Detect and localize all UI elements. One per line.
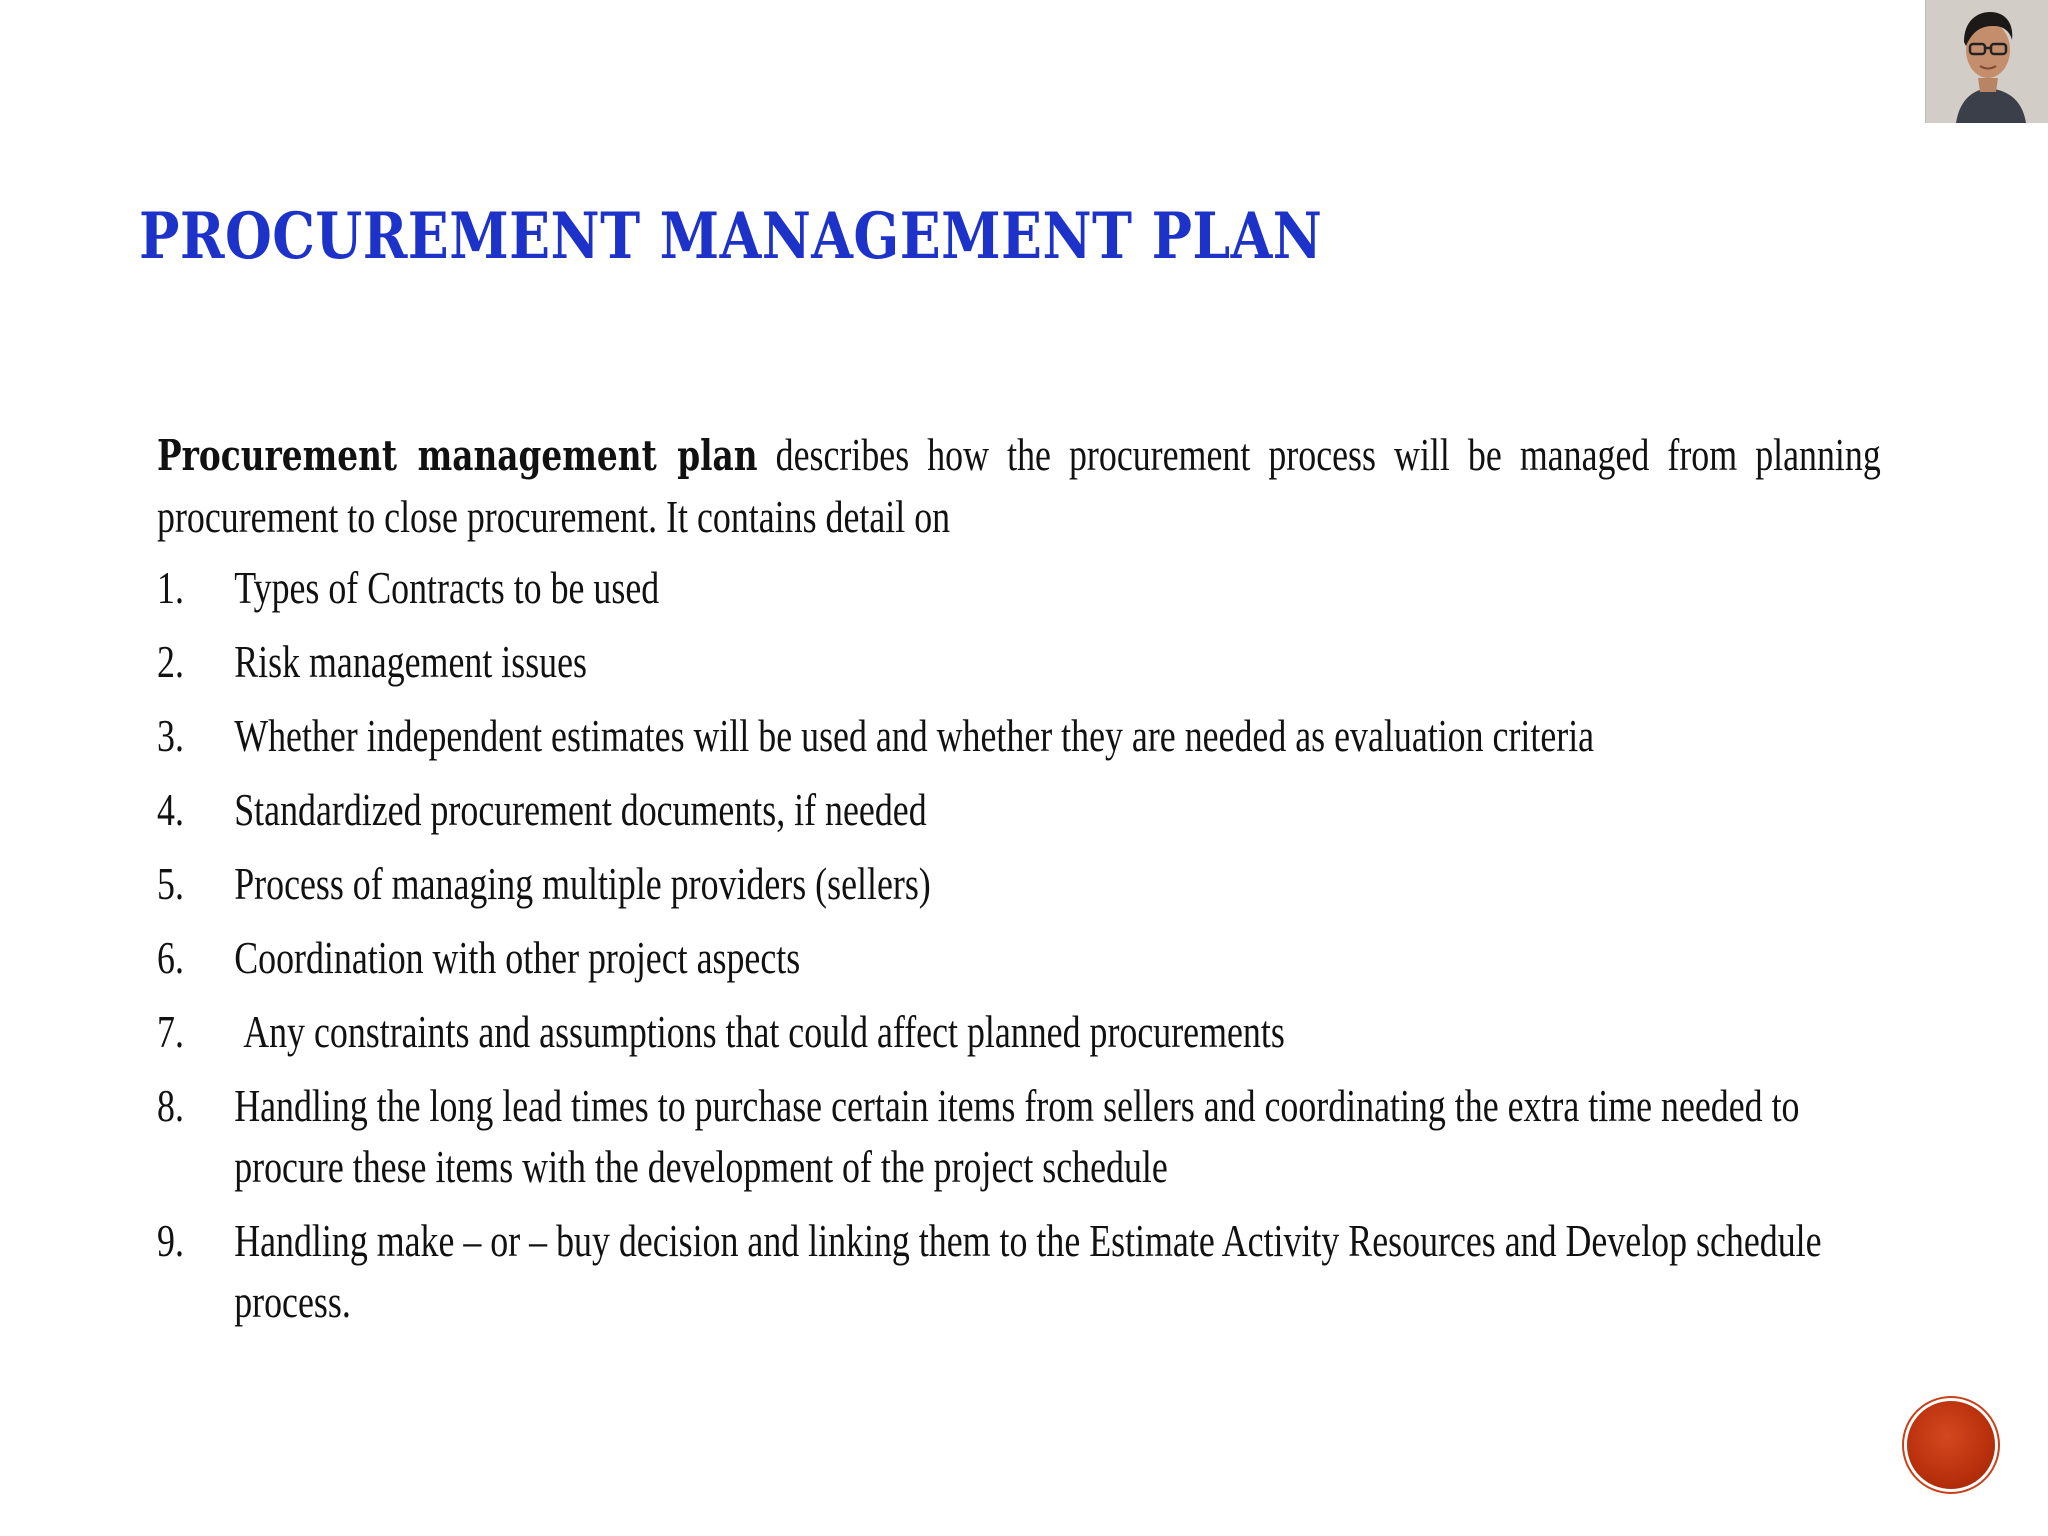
list-item-text: Any constraints and assumptions that could affect planned procurements bbox=[234, 1006, 1285, 1057]
list-item-number: 5. bbox=[157, 858, 184, 909]
list-item bbox=[157, 631, 1881, 692]
contents-list bbox=[157, 557, 1881, 1332]
list-item-text: Coordination with other project aspects bbox=[234, 932, 801, 983]
list-item-number: 3. bbox=[157, 710, 184, 761]
list-item bbox=[157, 1001, 1881, 1062]
person-avatar-icon bbox=[1926, 0, 2048, 123]
list-item bbox=[157, 1075, 1881, 1197]
list-item-text: Standardized procurement documents, if needed bbox=[234, 784, 927, 835]
list-item-number: 1. bbox=[157, 562, 184, 613]
list-item-text: Handling make – or – buy decision and linking them to the Estimate Activity Resources and Develop schedule process. bbox=[234, 1215, 1822, 1327]
list-item-number: 7. bbox=[157, 1006, 184, 1057]
speaker-webcam-thumbnail bbox=[1925, 0, 2048, 123]
slide-body bbox=[157, 424, 1881, 1345]
list-item-text: Handling the long lead times to purchase certain items from sellers and coordinating the extra time needed to procure these items with the development of the project schedule bbox=[234, 1080, 1800, 1192]
list-item-number: 6. bbox=[157, 932, 184, 983]
list-item bbox=[157, 705, 1881, 766]
list-item bbox=[157, 1210, 1881, 1332]
list-item bbox=[157, 927, 1881, 988]
list-item bbox=[157, 853, 1881, 914]
next-slide-button[interactable] bbox=[1907, 1401, 1995, 1489]
list-item-number: 9. bbox=[157, 1215, 184, 1266]
slide-title: PROCUREMENT MANAGEMENT PLAN bbox=[139, 199, 1323, 274]
list-item-number: 2. bbox=[157, 636, 184, 687]
list-item-text: Risk management issues bbox=[234, 636, 587, 687]
list-item bbox=[157, 779, 1881, 840]
list-item-text: Types of Contracts to be used bbox=[234, 562, 660, 613]
list-item-number: 8. bbox=[157, 1080, 184, 1131]
list-item-text: Whether independent estimates will be used and whether they are needed as evaluation criteria bbox=[234, 710, 1595, 761]
list-item-text: Process of managing multiple providers (sellers) bbox=[234, 858, 931, 909]
intro-text: describes how the procurement process will be managed from planning procurement to close procurement. It contains detail on bbox=[157, 429, 1881, 542]
intro-bold-term: Procurement management plan bbox=[157, 431, 758, 480]
list-item bbox=[157, 557, 1881, 618]
list-item-number: 4. bbox=[157, 784, 184, 835]
intro-paragraph bbox=[157, 424, 1881, 547]
